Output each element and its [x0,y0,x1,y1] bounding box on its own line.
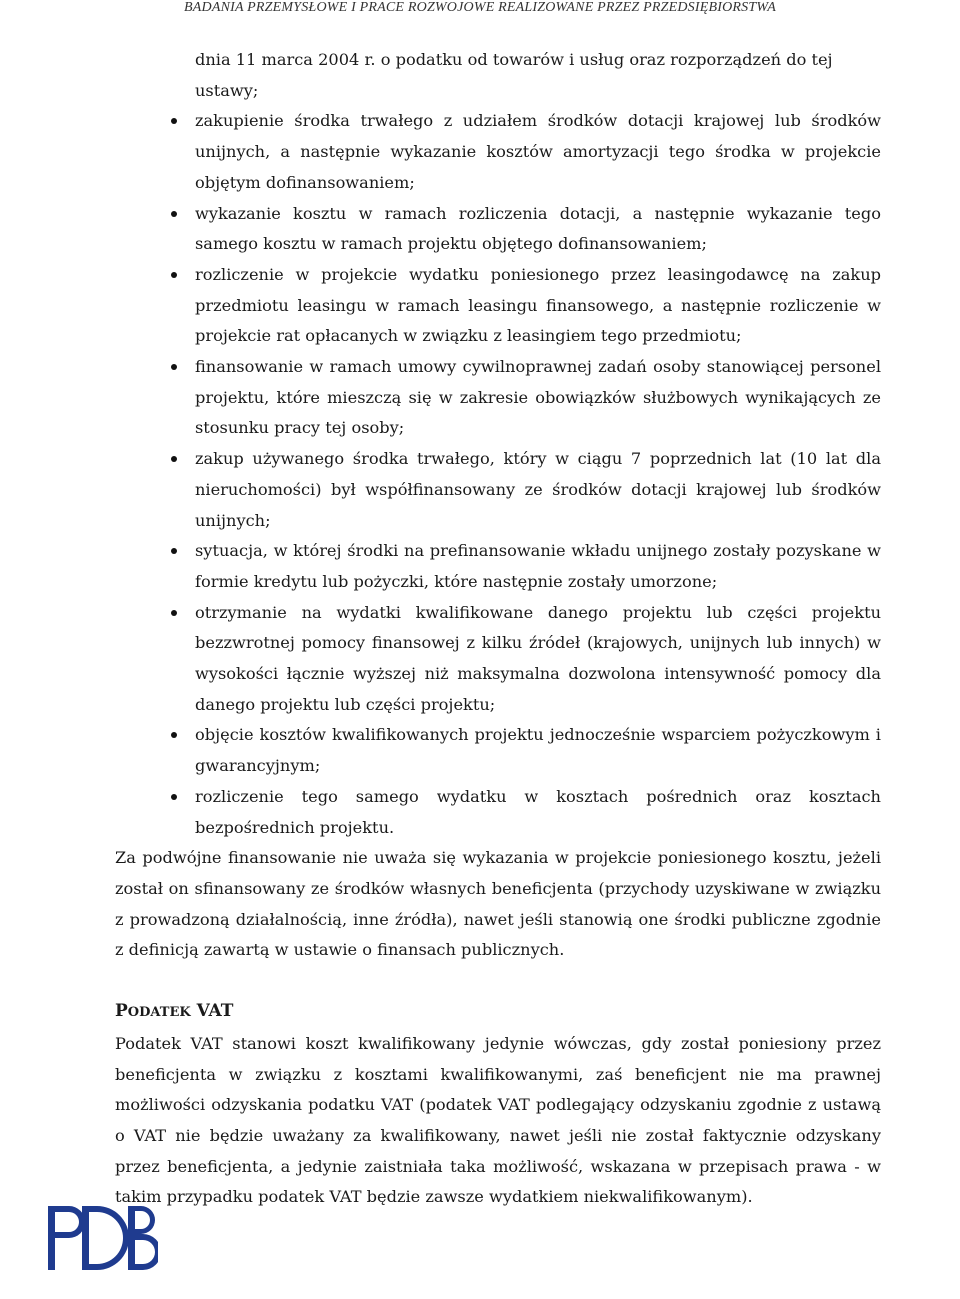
list-item-text: sytuacja, w której środki na prefinansowanie wkładu unijnego zostały pozyskane w formie kredytu lub pożyczki, które następnie zostały umorzone; [195,541,881,591]
section-heading-vat: PODATEK VAT [115,1001,234,1022]
bullet-icon [171,548,177,554]
bullet-icon [171,610,177,616]
list-item-text: wykazanie kosztu w ramach rozliczenia dotacji, a następnie wykazanie tego samego kosztu w ramach projektu objętego dofinansowaniem; [195,203,881,254]
bullet-icon [171,364,177,370]
list-item-text: rozliczenie tego samego wydatku w kosztach pośrednich oraz kosztach bezpośrednich projektu. [195,786,881,837]
list-item-text: zakup używanego środka trwałego, który w ciągu 7 poprzednich lat (10 lat dla nieruchomości) był współfinansowany ze środków dotacji krajowej lub środków unijnych; [195,449,881,530]
vat-paragraph: Podatek VAT stanowi koszt kwalifikowany jedynie wówczas, gdy został poniesiony przez beneficjenta w związku z kosztami kwalifikowanymi, zaś beneficjent nie ma prawnej możliwości odzyskania podatku VAT (podatek VAT podlegający odzyskaniu zgodnie z ustawą o VAT nie będzie uważany za kwalifikowany, nawet jeśli nie został faktycznie odzyskany przez beneficjenta, a jedynie zaistniała taka możliwość, wskazana w przepisach prawa - w takim przypadku podatek VAT będzie zawsze wydatkiem niekwalifikowanym). [115,1033,881,1207]
list-item [115,260,881,352]
list-item-text: finansowanie w ramach umowy cywilnoprawnej zadań osoby stanowiącej personel projektu, które mieszczą się w zakresie obowiązków służbowych wynikających ze stosunku pracy tej osoby; [195,357,881,438]
running-header: BADANIA PRZEMYSŁOWE I PRACE ROZWOJOWE REALIZOWANE PRZEZ PRZEDSIĘBIORSTWA [184,0,776,15]
document-body [115,45,881,1213]
list-item [115,199,881,260]
list-item [115,444,881,536]
list-item-text: zakupienie środka trwałego z udziałem środków dotacji krajowej lub środków unijnych, a następnie wykazanie kosztów amortyzacji tego środka w projekcie objętym dofinansowaniem; [195,111,881,192]
list-item [115,598,881,721]
bullet-icon [171,211,177,217]
list-item-text: objęcie kosztów kwalifikowanych projektu jednocześnie wsparciem pożyczkowym i gwarancyjnym; [195,725,881,776]
list-item [115,352,881,444]
bullet-list [115,106,881,843]
list-continuation-line: dnia 11 marca 2004 r. o podatku od towarów i usług oraz rozporządzeń do tej ustawy; [195,50,833,100]
list-item-text: rozliczenie w projekcie wydatku poniesionego przez leasingodawcę na zakup przedmiotu leasingu w ramach leasingu finansowego, a następnie rozliczenie w projekcie rat opłacanych w związku z leasingiem tego przedmiotu; [195,264,881,346]
bullet-icon [171,118,177,124]
bullet-icon [171,794,177,800]
double-financing-paragraph: Za podwójne finansowanie nie uważa się wykazania w projekcie poniesionego kosztu, jeżeli został on sfinansowany ze środków własnych beneficjenta (przychody uzyskiwane w związku z prowadzoną działalnością, inne źródła), nawet jeśli stanowią one środki publiczne zgodnie z definicją zawartą w ustawie o finansach publicznych. [115,848,881,960]
bullet-icon [171,732,177,738]
list-item [115,106,881,198]
list-item [115,536,881,597]
list-item-text: otrzymanie na wydatki kwalifikowane danego projektu lub części projektu bezzwrotnej pomocy finansowej z kilku źródeł (krajowych, unijnych lub innych) w wysokości łącznie wyższej niż maksymalna dozwolona intensywność pomocy dla danego projektu lub części projektu; [195,602,881,714]
list-item [115,782,881,843]
list-item [115,720,881,781]
pdb-logo [48,1198,158,1278]
bullet-icon [171,272,177,278]
bullet-icon [171,456,177,462]
